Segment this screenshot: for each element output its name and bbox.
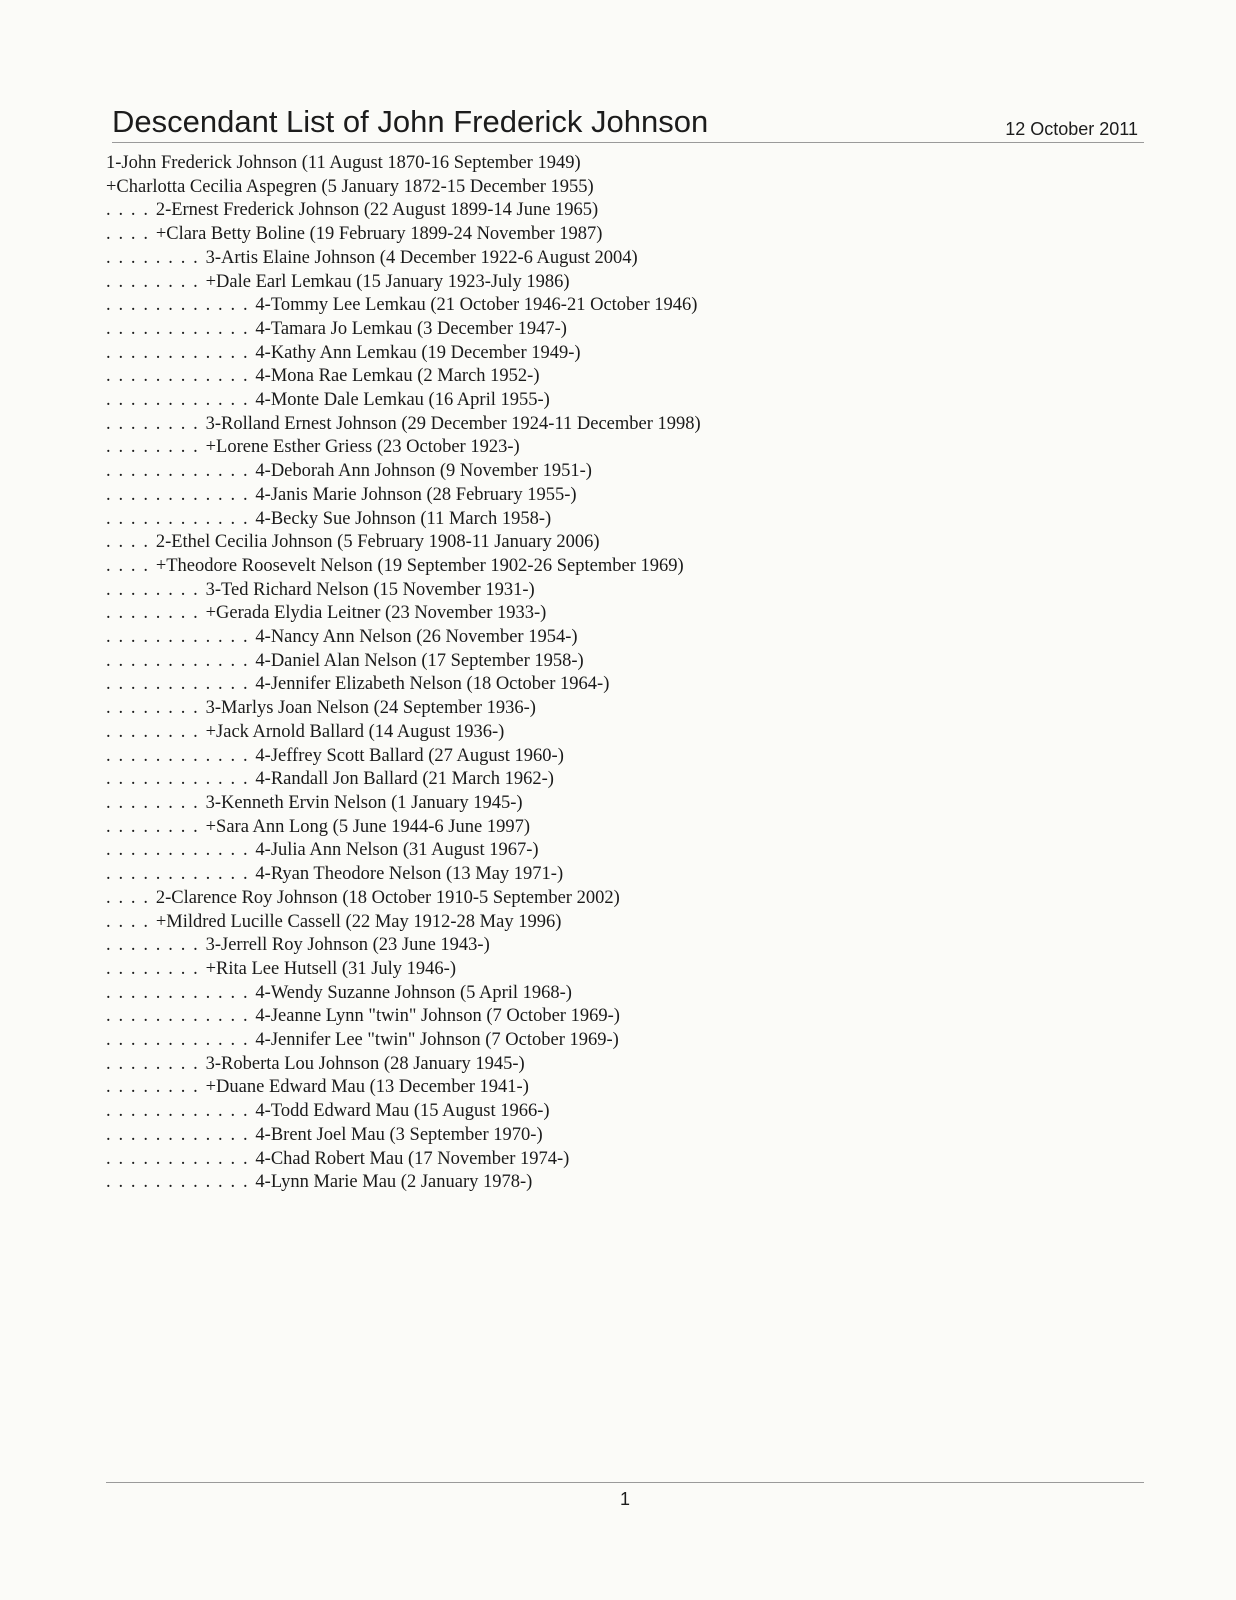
descendant-entry [106, 460, 701, 484]
descendant-text: 4-Monte Dale Lemkau (16 April 1955-) [255, 390, 550, 411]
descendant-entry [106, 721, 701, 745]
descendant-entry [106, 697, 701, 721]
indent-leader: . . . . . . . . . . . . [106, 1030, 256, 1051]
descendant-text: 3-Rolland Ernest Johnson (29 December 1924-11 December 1998) [205, 413, 701, 434]
indent-leader: . . . . . . . . [106, 698, 206, 719]
descendant-text: 4-Janis Marie Johnson (28 February 1955-) [255, 484, 577, 505]
descendant-entry [106, 839, 701, 863]
descendant-text: 4-Deborah Ann Johnson (9 November 1951-) [255, 461, 592, 482]
descendant-text: 4-Wendy Suzanne Johnson (5 April 1968-) [255, 982, 572, 1003]
descendant-entry [106, 365, 701, 389]
indent-leader: . . . . . . . . . . . . [106, 342, 256, 363]
indent-leader: . . . . . . . . . . . . [106, 484, 256, 505]
descendant-text: 4-Jennifer Elizabeth Nelson (18 October 1964-) [255, 674, 610, 695]
descendant-entry [106, 1076, 701, 1100]
indent-leader: . . . . . . . . [106, 413, 206, 434]
descendant-entry [106, 816, 701, 840]
descendant-text: +Rita Lee Hutsell (31 July 1946-) [205, 958, 456, 979]
indent-leader: . . . . . . . . [106, 579, 206, 600]
descendant-text: 4-Jeffrey Scott Ballard (27 August 1960-) [255, 745, 564, 766]
descendant-text: 4-Randall Jon Ballard (21 March 1962-) [255, 769, 554, 790]
descendant-text: 4-Ryan Theodore Nelson (13 May 1971-) [255, 864, 564, 885]
descendant-text: +Jack Arnold Ballard (14 August 1936-) [205, 721, 505, 742]
indent-leader: . . . . . . . . . . . . [106, 1124, 256, 1145]
indent-leader: . . . . . . . . [106, 935, 206, 956]
indent-leader: . . . . . . . . . . . . [106, 627, 256, 648]
descendant-entry [106, 318, 701, 342]
descendant-text: +Clara Betty Boline (19 February 1899-24 November 1987) [155, 224, 603, 245]
indent-leader: . . . . . . . . . . . . [106, 508, 256, 529]
descendant-entry [106, 863, 701, 887]
descendant-entry [106, 199, 701, 223]
descendant-text: +Charlotta Cecilia Aspegren (5 January 1872-15 December 1955) [106, 176, 594, 197]
descendant-text: +Theodore Roosevelt Nelson (19 September 1902-26 September 1969) [155, 555, 684, 576]
indent-leader: . . . . [106, 200, 156, 221]
descendant-text: 3-Marlys Joan Nelson (24 September 1936-) [205, 698, 536, 719]
indent-leader: . . . . [106, 224, 156, 245]
descendant-text: 3-Artis Elaine Johnson (4 December 1922-6 August 2004) [205, 247, 638, 268]
descendant-entry [106, 982, 701, 1006]
indent-leader: . . . . . . . . . . . . [106, 1006, 256, 1027]
descendant-entry [106, 294, 701, 318]
descendant-text: 3-Roberta Lou Johnson (28 January 1945-) [205, 1053, 525, 1074]
indent-leader: . . . . . . . . [106, 721, 206, 742]
descendant-entry [106, 484, 701, 508]
descendant-list [106, 152, 701, 1195]
descendant-entry [106, 1148, 701, 1172]
indent-leader: . . . . . . . . [106, 603, 206, 624]
descendant-text: 4-Becky Sue Johnson (11 March 1958-) [255, 508, 552, 529]
descendant-text: +Gerada Elydia Leitner (23 November 1933-) [205, 603, 547, 624]
descendant-text: 2-Ethel Cecilia Johnson (5 February 1908-11 January 2006) [155, 532, 600, 553]
page-header [112, 102, 1144, 143]
descendant-entry [106, 792, 701, 816]
descendant-text: 2-Ernest Frederick Johnson (22 August 1899-14 June 1965) [155, 200, 599, 221]
indent-leader: . . . . . . . . . . . . [106, 390, 256, 411]
descendant-text: 4-Tommy Lee Lemkau (21 October 1946-21 October 1946) [255, 295, 698, 316]
descendant-text: 2-Clarence Roy Johnson (18 October 1910-5 September 2002) [155, 887, 620, 908]
descendant-entry [106, 176, 701, 200]
descendant-text: 4-Julia Ann Nelson (31 August 1967-) [255, 840, 539, 861]
indent-leader: . . . . . . . . [106, 247, 206, 268]
page-number: 1 [619, 1489, 630, 1509]
descendant-entry [106, 1100, 701, 1124]
indent-leader: . . . . . . . . . . . . [106, 745, 256, 766]
descendant-entry [106, 413, 701, 437]
descendant-text: 4-Tamara Jo Lemkau (3 December 1947-) [255, 318, 567, 339]
descendant-text: +Sara Ann Long (5 June 1944-6 June 1997) [205, 816, 530, 837]
descendant-text: 4-Jennifer Lee "twin" Johnson (7 October 1969-) [255, 1030, 619, 1051]
indent-leader: . . . . . . . . . . . . [106, 295, 256, 316]
descendant-text: 4-Nancy Ann Nelson (26 November 1954-) [255, 627, 578, 648]
indent-leader: . . . . [106, 887, 156, 908]
indent-leader: . . . . . . . . . . . . [106, 864, 256, 885]
indent-leader: . . . . [106, 532, 156, 553]
descendant-text: +Dale Earl Lemkau (15 January 1923-July 1986) [205, 271, 570, 292]
descendant-text: +Mildred Lucille Cassell (22 May 1912-28 May 1996) [155, 911, 562, 932]
descendant-entry [106, 626, 701, 650]
indent-leader: . . . . . . . . [106, 816, 206, 837]
descendant-entry [106, 152, 701, 176]
indent-leader: . . . . . . . . [106, 792, 206, 813]
descendant-text: 4-Chad Robert Mau (17 November 1974-) [255, 1148, 570, 1169]
descendant-entry [106, 508, 701, 532]
descendant-text: 1-John Frederick Johnson (11 August 1870-16 September 1949) [106, 153, 581, 173]
descendant-entry [106, 887, 701, 911]
descendant-entry [106, 602, 701, 626]
descendant-entry [106, 673, 701, 697]
indent-leader: . . . . . . . . . . . . [106, 1148, 256, 1169]
descendant-entry [106, 745, 701, 769]
indent-leader: . . . . . . . . . . . . [106, 650, 256, 671]
descendant-entry [106, 247, 701, 271]
descendant-entry [106, 1124, 701, 1148]
indent-leader: . . . . . . . . . . . . [106, 840, 256, 861]
indent-leader: . . . . . . . . . . . . [106, 1172, 256, 1193]
descendant-entry [106, 389, 701, 413]
descendant-text: 4-Daniel Alan Nelson (17 September 1958-) [255, 650, 584, 671]
descendant-entry [106, 958, 701, 982]
descendant-entry [106, 911, 701, 935]
descendant-entry [106, 531, 701, 555]
descendant-entry [106, 579, 701, 603]
descendant-text: 4-Jeanne Lynn "twin" Johnson (7 October 1969-) [255, 1006, 620, 1027]
indent-leader: . . . . . . . . . . . . [106, 982, 256, 1003]
descendant-entry [106, 223, 701, 247]
report-date: 12 October 2011 [1005, 119, 1138, 139]
descendant-text: 4-Kathy Ann Lemkau (19 December 1949-) [255, 342, 581, 363]
indent-leader: . . . . . . . . [106, 271, 206, 292]
descendant-entry [106, 436, 701, 460]
indent-leader: . . . . . . . . [106, 1077, 206, 1098]
indent-leader: . . . . . . . . . . . . [106, 769, 256, 790]
descendant-text: 3-Ted Richard Nelson (15 November 1931-) [205, 579, 535, 600]
descendant-entry [106, 768, 701, 792]
footer-divider [106, 1482, 1144, 1483]
descendant-text: +Duane Edward Mau (13 December 1941-) [205, 1077, 529, 1098]
descendant-entry [106, 271, 701, 295]
descendant-entry [106, 650, 701, 674]
descendant-text: 4-Todd Edward Mau (15 August 1966-) [255, 1101, 550, 1122]
indent-leader: . . . . . . . . . . . . [106, 461, 256, 482]
indent-leader: . . . . [106, 555, 156, 576]
descendant-text: 4-Mona Rae Lemkau (2 March 1952-) [255, 366, 540, 387]
indent-leader: . . . . . . . . [106, 437, 206, 458]
descendant-text: 3-Jerrell Roy Johnson (23 June 1943-) [205, 935, 490, 956]
descendant-entry [106, 555, 701, 579]
descendant-entry [106, 1029, 701, 1053]
descendant-text: 4-Lynn Marie Mau (2 January 1978-) [255, 1172, 533, 1193]
indent-leader: . . . . [106, 911, 156, 932]
page-title: Descendant List of John Frederick Johnson [112, 104, 709, 139]
descendant-entry [106, 342, 701, 366]
indent-leader: . . . . . . . . [106, 1053, 206, 1074]
descendant-entry [106, 1171, 701, 1195]
descendant-entry [106, 1053, 701, 1077]
descendant-text: +Lorene Esther Griess (23 October 1923-) [205, 437, 520, 458]
indent-leader: . . . . . . . . . . . . [106, 318, 256, 339]
descendant-entry [106, 1005, 701, 1029]
descendant-entry [106, 934, 701, 958]
indent-leader: . . . . . . . . . . . . [106, 674, 256, 695]
indent-leader: . . . . . . . . [106, 958, 206, 979]
indent-leader: . . . . . . . . . . . . [106, 1101, 256, 1122]
descendant-text: 3-Kenneth Ervin Nelson (1 January 1945-) [205, 792, 523, 813]
indent-leader: . . . . . . . . . . . . [106, 366, 256, 387]
descendant-text: 4-Brent Joel Mau (3 September 1970-) [255, 1124, 543, 1145]
